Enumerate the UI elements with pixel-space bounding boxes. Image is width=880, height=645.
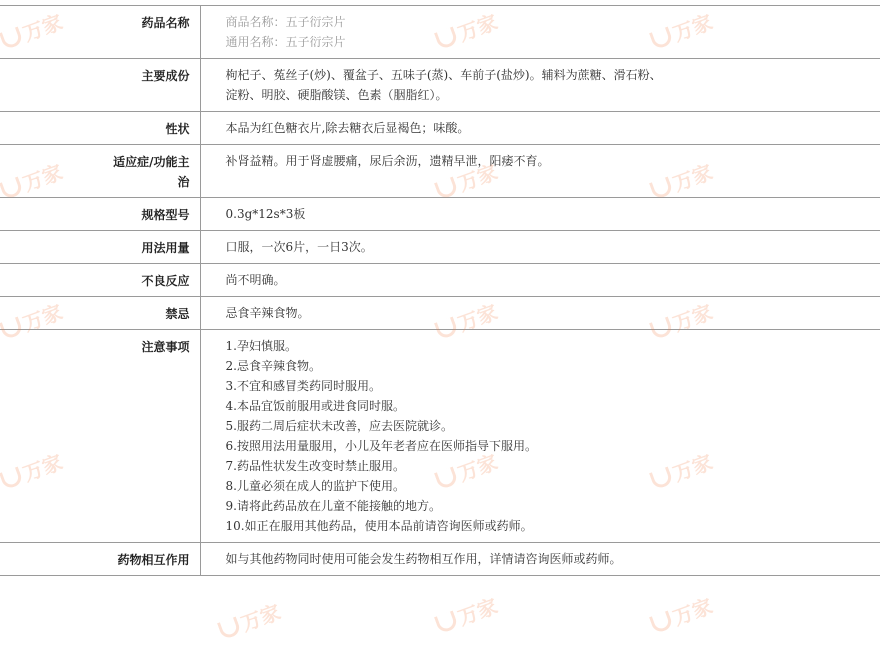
row-interaction	[0, 543, 880, 576]
label-interaction: 药物相互作用	[0, 543, 200, 576]
row-usage	[0, 231, 880, 264]
value-interaction: 如与其他药物同时使用可能会发生药物相互作用，详情请咨询医师或药师。	[200, 543, 880, 576]
label-indication	[0, 145, 200, 198]
watermark-text: 万家	[454, 449, 501, 487]
watermark-text: 万家	[237, 599, 284, 637]
watermark-text: 万家	[454, 299, 501, 337]
watermark-text: 万家	[669, 9, 716, 47]
value-adverse: 尚不明确。	[200, 264, 880, 297]
watermark-text: 万家	[19, 299, 66, 337]
label-drug-name: 药品名称	[0, 6, 200, 59]
value-appearance: 本品为红色糖衣片,除去糖衣后显褐色；味酸。	[200, 112, 880, 145]
watermark-logo-icon	[434, 610, 459, 634]
watermark-text: 万家	[669, 449, 716, 487]
label-usage: 用法用量	[0, 231, 200, 264]
ingredients-line-1: 枸杞子、菟丝子(炒)、覆盆子、五味子(蒸)、车前子(盐炒)。辅料为蔗糖、滑石粉、	[225, 68, 662, 82]
watermark-text: 万家	[19, 449, 66, 487]
watermark-logo-icon	[217, 616, 242, 640]
indication-label-line-2: 治	[177, 175, 190, 189]
row-precautions	[0, 330, 880, 543]
watermark	[432, 590, 501, 639]
precaution-item: 6.按照用法用量服用，小儿及年老者应在医师指导下服用。	[225, 439, 537, 453]
label-contraindication: 禁忌	[0, 297, 200, 330]
trade-name: 商品名称：五子衍宗片	[225, 15, 346, 29]
precaution-item: 4.本品宜饭前服用或进食同时服。	[225, 399, 405, 413]
watermark-text: 万家	[454, 159, 501, 197]
watermark-text: 万家	[669, 159, 716, 197]
watermark-text: 万家	[19, 159, 66, 197]
row-spec	[0, 198, 880, 231]
watermark-text: 万家	[454, 593, 501, 631]
value-precautions	[200, 330, 880, 543]
precaution-item: 8.儿童必须在成人的监护下使用。	[225, 479, 405, 493]
precaution-item: 1.孕妇慎服。	[225, 339, 297, 353]
value-ingredients	[200, 59, 880, 112]
precaution-item: 5.服药二周后症状未改善，应去医院就诊。	[225, 419, 453, 433]
row-contraindication	[0, 297, 880, 330]
row-ingredients	[0, 59, 880, 112]
ingredients-line-2: 淀粉、明胶、硬脂酸镁、色素（胭脂红）。	[225, 88, 448, 102]
precaution-item: 10.如正在服用其他药品，使用本品前请咨询医师或药师。	[225, 519, 533, 533]
value-usage: 口服，一次6片，一日3次。	[200, 231, 880, 264]
label-adverse: 不良反应	[0, 264, 200, 297]
label-appearance: 性状	[0, 112, 200, 145]
precaution-item: 9.请将此药品放在儿童不能接触的地方。	[225, 499, 441, 513]
value-drug-name	[200, 6, 880, 59]
label-spec: 规格型号	[0, 198, 200, 231]
watermark-text: 万家	[454, 9, 501, 47]
watermark-text: 万家	[669, 299, 716, 337]
common-name: 通用名称：五子衍宗片	[225, 35, 346, 49]
drug-info-table	[0, 5, 880, 576]
watermark	[647, 590, 716, 639]
indication-label-line-1: 适应症/功能主	[113, 155, 190, 169]
watermark-logo-icon	[649, 610, 674, 634]
row-indication	[0, 145, 880, 198]
precaution-item: 7.药品性状发生改变时禁止服用。	[225, 459, 405, 473]
watermark-text: 万家	[19, 9, 66, 47]
precaution-item: 3.不宜和感冒类药同时服用。	[225, 379, 381, 393]
label-ingredients: 主要成份	[0, 59, 200, 112]
row-drug-name	[0, 6, 880, 59]
watermark	[215, 596, 284, 645]
label-precautions: 注意事项	[0, 330, 200, 543]
value-spec: 0.3g*12s*3板	[200, 198, 880, 231]
row-appearance	[0, 112, 880, 145]
precaution-item: 2.忌食辛辣食物。	[225, 359, 321, 373]
row-adverse	[0, 264, 880, 297]
watermark-text: 万家	[669, 593, 716, 631]
value-indication: 补肾益精。用于肾虚腰痛，尿后余沥，遗精早泄，阳痿不育。	[200, 145, 880, 198]
value-contraindication: 忌食辛辣食物。	[200, 297, 880, 330]
